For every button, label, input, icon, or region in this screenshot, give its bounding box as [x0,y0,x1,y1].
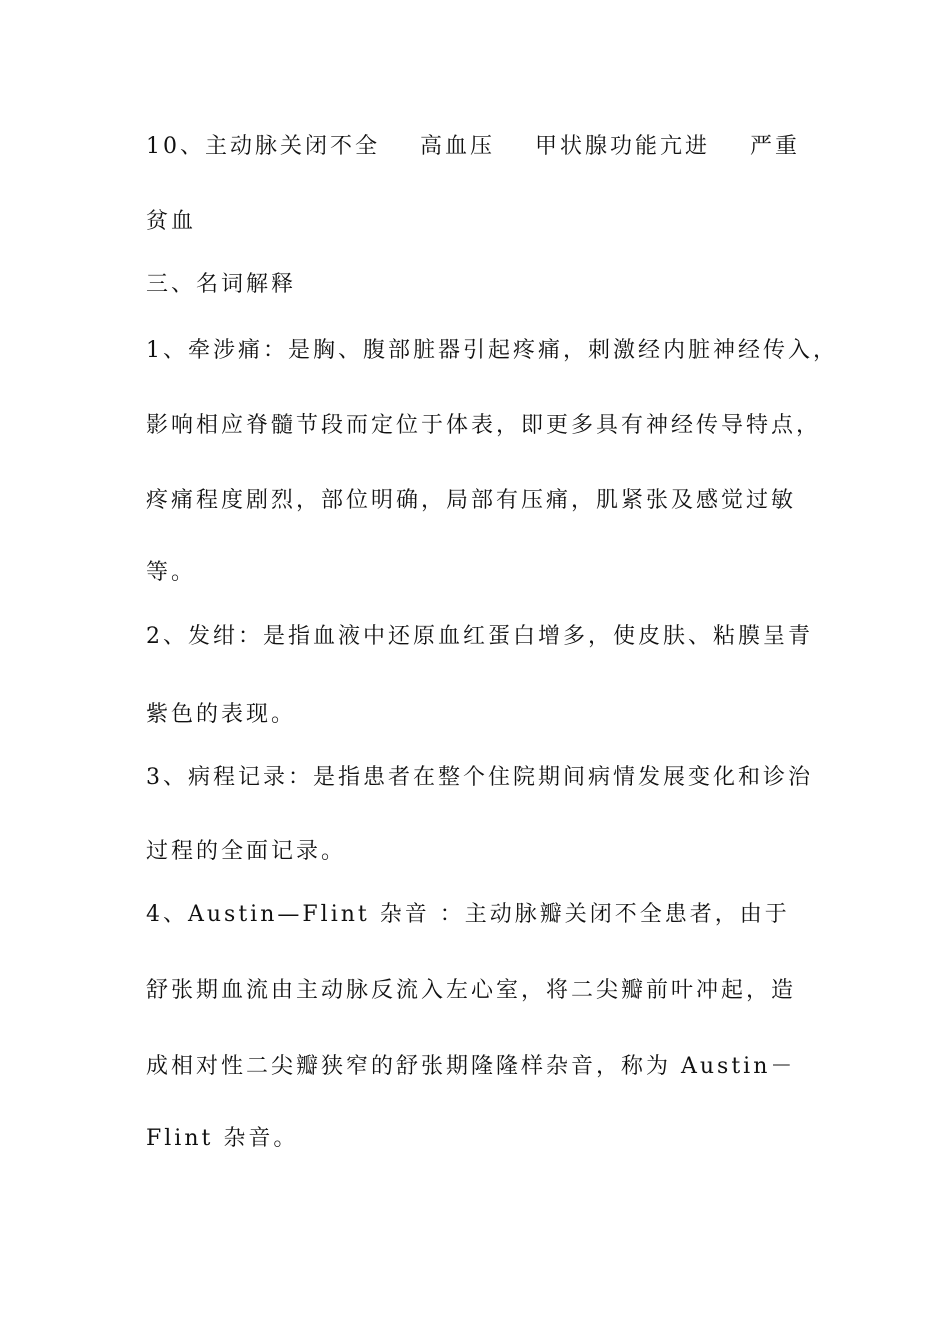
section-heading: 三、名词解释 [146,272,297,297]
definition-4-line-2: 舒张期血流由主动脉反流入左心室，将二尖瓣前叶冲起，造 [146,978,797,1003]
definition-2-line-2: 紫色的表现。 [146,702,297,727]
definition-1-line-2: 影响相应脊髓节段而定位于体表，即更多具有神经传导特点， [146,413,822,438]
answer-10-item-2: 高血压 [420,134,496,159]
definition-1-line-4: 等。 [146,560,197,585]
definition-4-line-1: 4、Austin—Flint 杂音 ：主动脉瓣关闭不全患者，由于 [146,902,790,927]
definition-3-line-1: 3、病程记录：是指患者在整个住院期间病情发展变化和诊治 [146,765,813,790]
definition-2-line-1: 2、发绀：是指血液中还原血红蛋白增多，使皮肤、粘膜呈青 [146,624,813,649]
definition-1-line-1: 1、牵涉痛：是胸、腹部脏器引起疼痛，刺激经内脏神经传入， [146,338,838,363]
definition-4-line-3: 成相对性二尖瓣狭窄的舒张期隆隆样杂音，称为 Austin－ [146,1054,796,1079]
answer-10-item-1: 10、主动脉关闭不全 [146,134,380,159]
answer-10-line [146,132,800,162]
answer-10-continuation: 贫血 [146,209,197,234]
definition-3-line-2: 过程的全面记录。 [146,839,347,864]
definition-1-line-3: 疼痛程度剧烈，部位明确，局部有压痛，肌紧张及感觉过敏 [146,488,797,513]
answer-10-item-3: 甲状腺功能亢进 [535,134,711,159]
answer-10-item-4: 严重 [750,134,801,159]
definition-4-line-4: Flint 杂音。 [146,1126,299,1151]
